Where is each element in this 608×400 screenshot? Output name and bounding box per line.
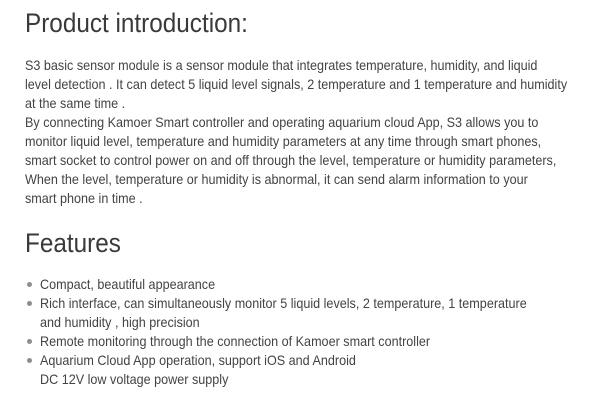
feature-line: Compact, beautiful appearance xyxy=(40,276,216,292)
introduction-line: at the same time . xyxy=(25,95,126,111)
introduction-paragraphs xyxy=(25,56,608,208)
introduction-heading: Product introduction: xyxy=(25,8,248,38)
bullet-icon xyxy=(27,358,32,363)
feature-item xyxy=(25,294,608,332)
feature-line: Aquarium Cloud App operation, support iOS and Android xyxy=(40,352,356,368)
introduction-line: When the level, temperature or humidity is abnormal, it can send alarm information to your xyxy=(25,171,528,187)
introduction-line: monitor liquid level, temperature and humidity parameters at any time through smart phones, xyxy=(25,133,542,149)
introduction-line: By connecting Kamoer Smart controller and operating aquarium cloud App, S3 allows you to xyxy=(25,114,539,130)
feature-item xyxy=(25,275,608,294)
feature-line: and humidity , high precision xyxy=(40,314,200,330)
feature-line: Rich interface, can simultaneously monitor 5 liquid levels, 2 temperature, 1 temperature xyxy=(40,295,527,311)
introduction-line: level detection . It can detect 5 liquid level signals, 2 temperature and 1 temperature and humidity xyxy=(25,76,568,92)
introduction-line: smart phone in time . xyxy=(25,190,143,206)
feature-item xyxy=(25,332,608,351)
introduction-line: S3 basic sensor module is a sensor module that integrates temperature, humidity, and liquid xyxy=(25,57,538,73)
features-list xyxy=(25,275,608,389)
feature-item xyxy=(25,351,608,389)
features-heading: Features xyxy=(25,228,121,258)
bullet-icon xyxy=(27,339,32,344)
feature-line: Remote monitoring through the connection of Kamoer smart controller xyxy=(40,333,431,349)
bullet-icon xyxy=(27,301,32,306)
feature-line: DC 12V low voltage power supply xyxy=(40,371,229,387)
bullet-icon xyxy=(27,282,32,287)
introduction-line: smart socket to control power on and off through the level, temperature or humidity parameters, xyxy=(25,152,557,168)
